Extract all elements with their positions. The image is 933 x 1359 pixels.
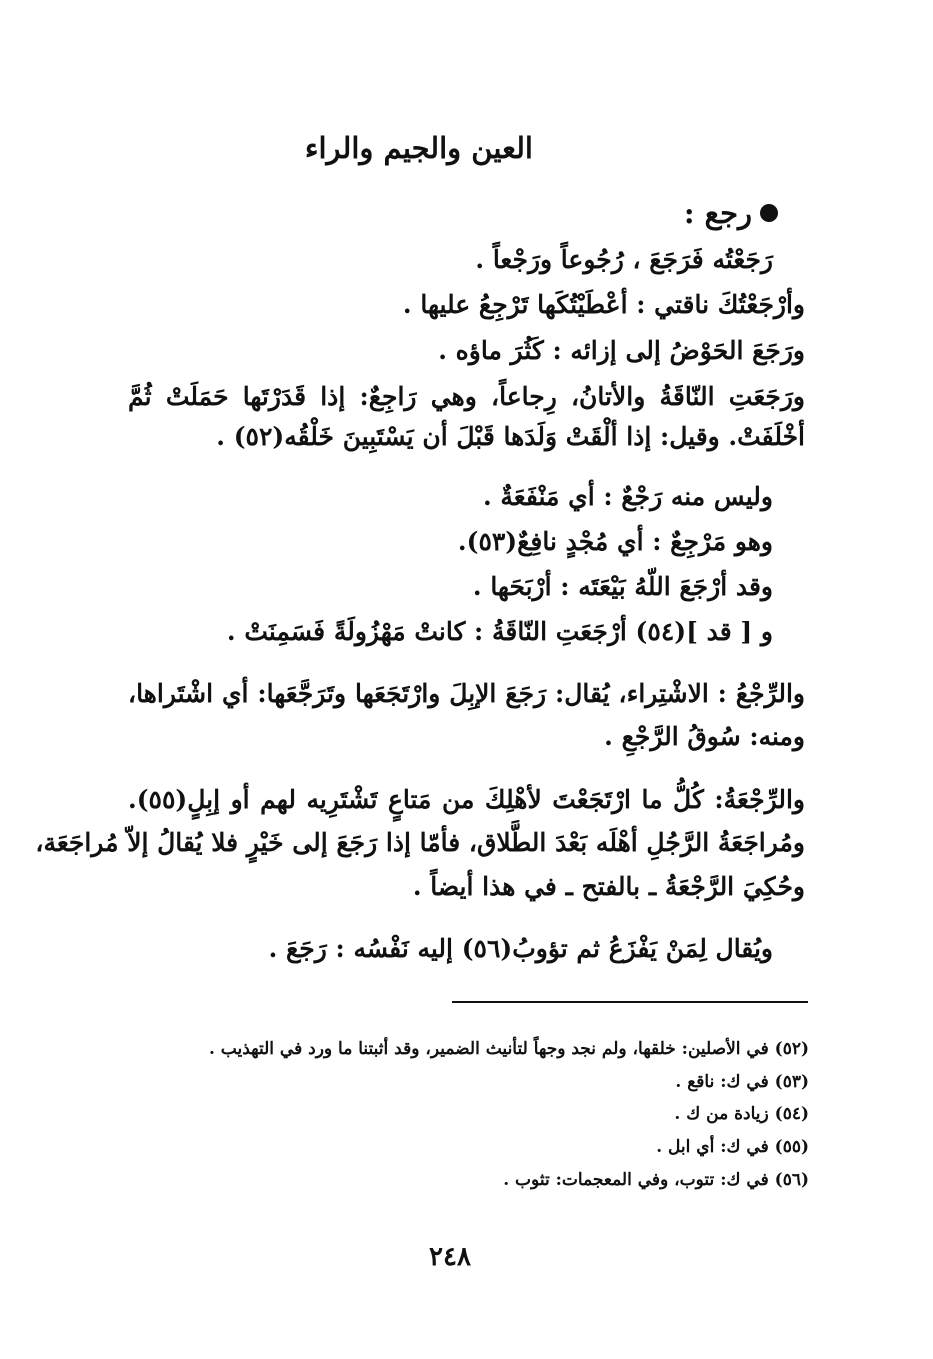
root-label: رجع : — [683, 196, 752, 230]
entry-line: ومُراجَعَةُ الرَّجُلِ أهْلَه بَعْدَ الطَّلاق، فأمّا إذا رَجَعَ إلى خَيْرٍ فلا يُقالُ إلاّ مُراجَعَة، — [35, 828, 805, 857]
entry-line: ومنه: سُوقُ الرَّجْعِ . — [604, 722, 805, 751]
footnote-separator — [452, 1001, 808, 1003]
entry-line: وقد أرْجَعَ اللّهُ بَيْعَتَه : أرْبَحَها . — [472, 572, 773, 601]
entry-line: رَجَعْتُه فَرَجَعَ ، رُجُوعاً ورَجْعاً . — [475, 245, 773, 274]
entry-line: ورَجَعَتِ النّاقَةُ والأتانُ، رِجاعاً، وهي رَاجِعٌ: إذا قَدَرْتَها حَمَلَتْ ثُمَّ — [128, 382, 805, 411]
footnote: (٥٦) في ك: تتوب، وفي المعجمات: تثوب . — [503, 1170, 809, 1190]
entry-line: وليس منه رَجْعٌ : أي مَنْفَعَةٌ . — [483, 482, 773, 511]
entry-line: و [ قد ](٥٤) أرْجَعَتِ النّاقَةُ : كانتْ مَهْزُولَةً فَسَمِنَتْ . — [226, 617, 773, 646]
entry-line: أخْلَفَتْ. وقيل: إذا ألْقَتْ وَلَدَها قَبْلَ أن يَسْتَبِينَ خَلْقُه(٥٢) . — [216, 422, 805, 451]
entry-root-heading — [684, 196, 778, 230]
entry-line: ويُقال لِمَنْ يَفْزَعُ ثم تؤوبُ(٥٦) إليه نَفْسُه : رَجَعَ . — [268, 934, 773, 963]
footnote: (٥٥) في ك: أي ابل . — [656, 1137, 809, 1157]
footnote: (٥٢) في الأصلين: خلقها، ولم نجد وجهاً لتأنيث الضمير، وقد أثبتنا ما ورد في التهذيب . — [208, 1039, 809, 1059]
page-number: ٢٤٨ — [429, 1242, 471, 1272]
page-title: العين والجيم والراء — [304, 131, 533, 165]
entry-line: ورَجَعَ الحَوْضُ إلى إزائه : كَثُرَ ماؤه . — [438, 336, 805, 365]
footnote: (٥٣) في ك: ناقع . — [675, 1072, 809, 1092]
entry-line: والرِّجْعُ : الاشْتِراء، يُقال: رَجَعَ الإبِلَ وارْتَجَعَها وتَرَجَّعَها: أي اشْتَراها، — [128, 679, 805, 708]
entry-line: وهو مَرْجِعٌ : أي مُجْدٍ نافِعٌ(٥٣). — [457, 527, 773, 556]
footnote: (٥٤) زيادة من ك . — [674, 1104, 809, 1124]
entry-line: وحُكِيَ الرَّجْعَةُ ـ بالفتح ـ في هذا أيضاً . — [412, 872, 805, 901]
entry-line: والرِّجْعَةُ: كُلُّ ما ارْتَجَعْتَ لأهْلِكَ من مَتاعٍ تَشْتَرِيه لهم أو إبِلٍ(٥٥). — [128, 785, 805, 814]
bullet-icon — [760, 204, 778, 222]
entry-line: وأرْجَعْتُكَ ناقتي : أعْطَيْتُكَها تَرْجِعُ عليها . — [402, 290, 805, 319]
